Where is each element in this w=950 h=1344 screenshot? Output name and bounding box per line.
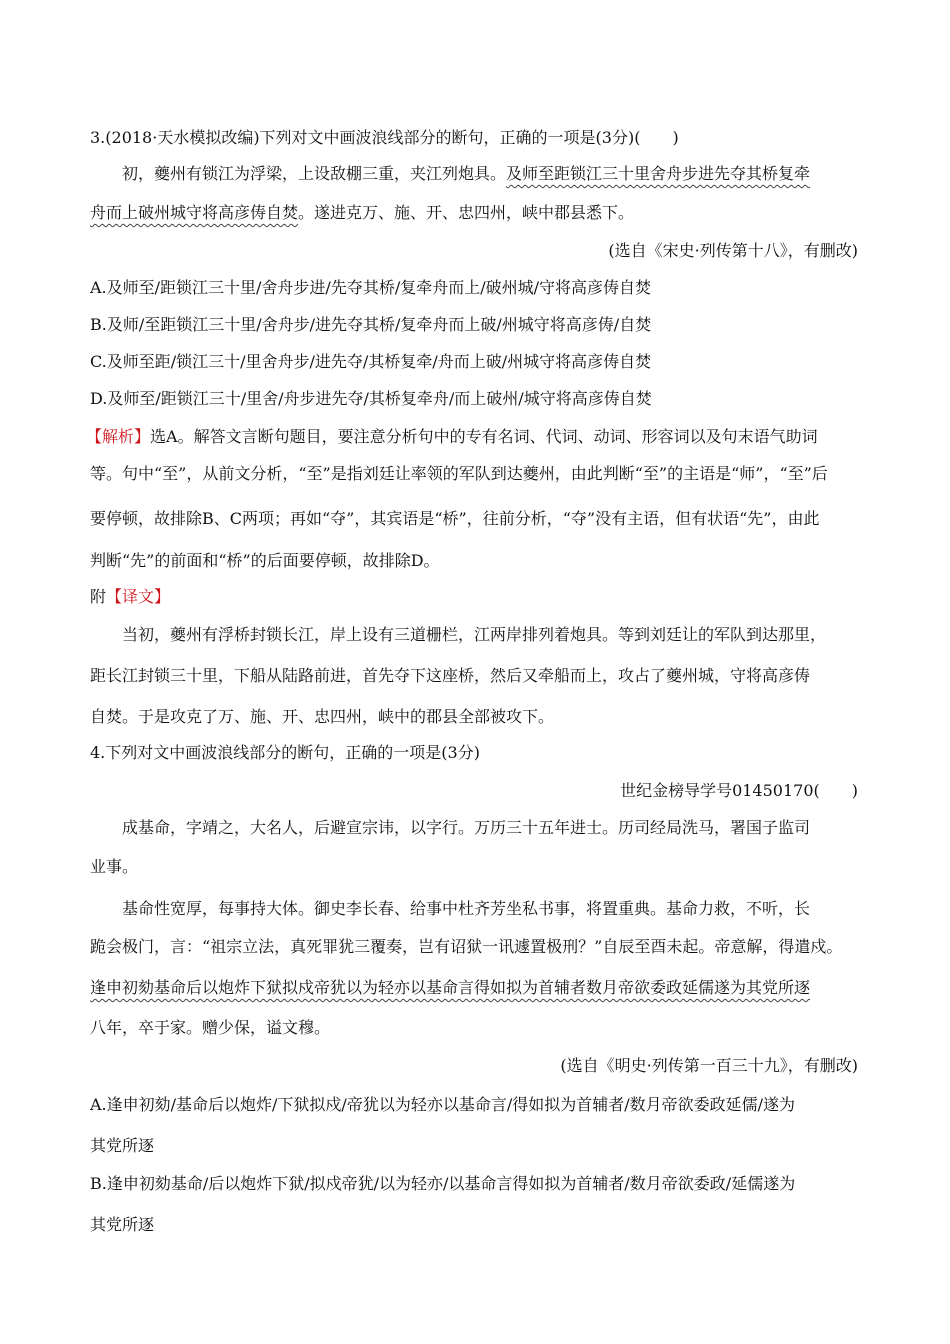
q3-source: (选自《宋史·列传第十八》，有删改) xyxy=(608,241,858,260)
q4-passage-p2-line-1: 基命性宽厚，每事持大体。御史李长春、给事中杜齐芳坐私书事，将置重典。基命力救，不听，长 xyxy=(122,899,811,918)
q3-option-d: D.及师至/距锁江三十/里舍/舟步进先夺/其桥复牵舟/而上破州/城守将高彦俦自焚 xyxy=(90,389,652,408)
q4-source: (选自《明史·列传第一百三十九》，有删改) xyxy=(560,1056,858,1075)
q3-option-a: A.及师至/距锁江三十里/舍舟步进/先夺其桥/复牵舟而上/破州城/守将高彦俦自焚 xyxy=(90,278,651,297)
q3-translation-line-1: 当初，夔州有浮桥封锁长江，岸上设有三道栅栏，江两岸排列着炮具。等到刘廷让的军队到达那里， xyxy=(122,625,827,644)
q4-passage-p2-line-4: 八年，卒于家。赠少保，谥文穆。 xyxy=(90,1018,331,1037)
q4-passage-p2-line-2: 跪会极门，言：“祖宗立法，真死罪犹三覆奏，岂有诏狱一讯遽置极刑？”自辰至酉未起。帝意解，得遣戍。 xyxy=(90,937,843,956)
q4-passage-p1-line-2: 业事。 xyxy=(90,857,139,876)
q3-option-b: B.及师/至距锁江三十里/舍舟步/进先夺其桥/复牵舟而上破/州城守将高彦俦/自焚 xyxy=(90,315,652,334)
q4-passage-wavy-text: 逢申初劾基命后以炮炸下狱拟戍帝犹以为轻亦以基命言得如拟为首辅者数月帝欲委政延儒遂为其党所逐 xyxy=(90,978,811,997)
q4-option-a-line-1: A.逢申初劾/基命后以炮炸/下狱拟戍/帝犹以为轻亦以基命言/得如拟为首辅者/数月帝欲委政延儒/遂为 xyxy=(90,1095,795,1114)
q3-analysis-line-3: 要停顿，故排除B、C两项；再如“夺”，其宾语是“桥”，往前分析，“夺”没有主语，但有状语“先”，由此 xyxy=(90,509,820,528)
q3-passage-wavy: 及师至距锁江三十里舍舟步进先夺其桥复牵 xyxy=(506,164,811,183)
q4-option-a-line-2: 其党所逐 xyxy=(90,1136,155,1155)
q3-analysis-line-1 xyxy=(86,425,818,449)
q4-option-b-line-2: 其党所逐 xyxy=(90,1215,155,1234)
analysis-tag: 【解析】 xyxy=(86,427,151,446)
q4-header: 4.下列对文中画波浪线部分的断句，正确的一项是(3分) xyxy=(90,743,480,762)
q3-passage-line-2 xyxy=(90,201,634,225)
q3-analysis-line-4: 判断“先”的前面和“桥”的后面要停顿，故排除D。 xyxy=(90,551,440,570)
analysis-text: 选A。解答文言断句题目，要注意分析句中的专有名词、代词、动词、形容词以及句末语气助词 xyxy=(150,427,818,446)
translation-prefix: 附 xyxy=(90,587,107,606)
q4-passage-p1-line-1: 成基命，字靖之，大名人，后避宣宗讳，以字行。万历三十五年进士。历司经局洗马，署国子监司 xyxy=(122,818,811,837)
q4-option-b-line-1: B.逢申初劾基命/后以炮炸下狱/拟戍帝犹/以为轻亦/以基命言得如拟为首辅者/数月帝欲委政/延儒遂为 xyxy=(90,1174,796,1193)
q3-option-c: C.及师至距/锁江三十/里舍舟步/进先夺/其桥复牵/舟而上破/州城守将高彦俦自焚 xyxy=(90,352,652,371)
q3-translation-line-3: 自焚。于是攻克了万、施、开、忠四州，峡中的郡县全部被攻下。 xyxy=(90,707,555,726)
q3-passage-plain: 初，夔州有锁江为浮梁，上设敌棚三重，夹江列炮具。 xyxy=(122,164,507,183)
q3-passage-plain: 。遂进克万、施、开、忠四州，峡中郡县悉下。 xyxy=(298,203,635,222)
q3-translation-heading xyxy=(90,585,170,609)
q3-passage-wavy: 舟而上破州城守将高彦俦自焚 xyxy=(90,203,299,222)
q4-code: 世纪金榜导学号01450170( ) xyxy=(620,781,858,800)
q4-passage-wavy xyxy=(90,976,810,1000)
q3-header: 3.(2018·天水模拟改编)下列对文中画波浪线部分的断句，正确的一项是(3分)( ) xyxy=(90,128,679,147)
translation-tag: 【译文】 xyxy=(106,587,171,606)
q3-translation-line-2: 距长江封锁三十里，下船从陆路前进，首先夺下这座桥，然后又牵船而上，攻占了夔州城，守将高彦俦 xyxy=(90,666,811,685)
q3-passage-line-1 xyxy=(122,162,810,186)
q3-analysis-line-2: 等。句中“至”，从前文分析，“至”是指刘廷让率领的军队到达夔州，由此判断“至”的主语是“师”，“至”后 xyxy=(90,464,828,483)
